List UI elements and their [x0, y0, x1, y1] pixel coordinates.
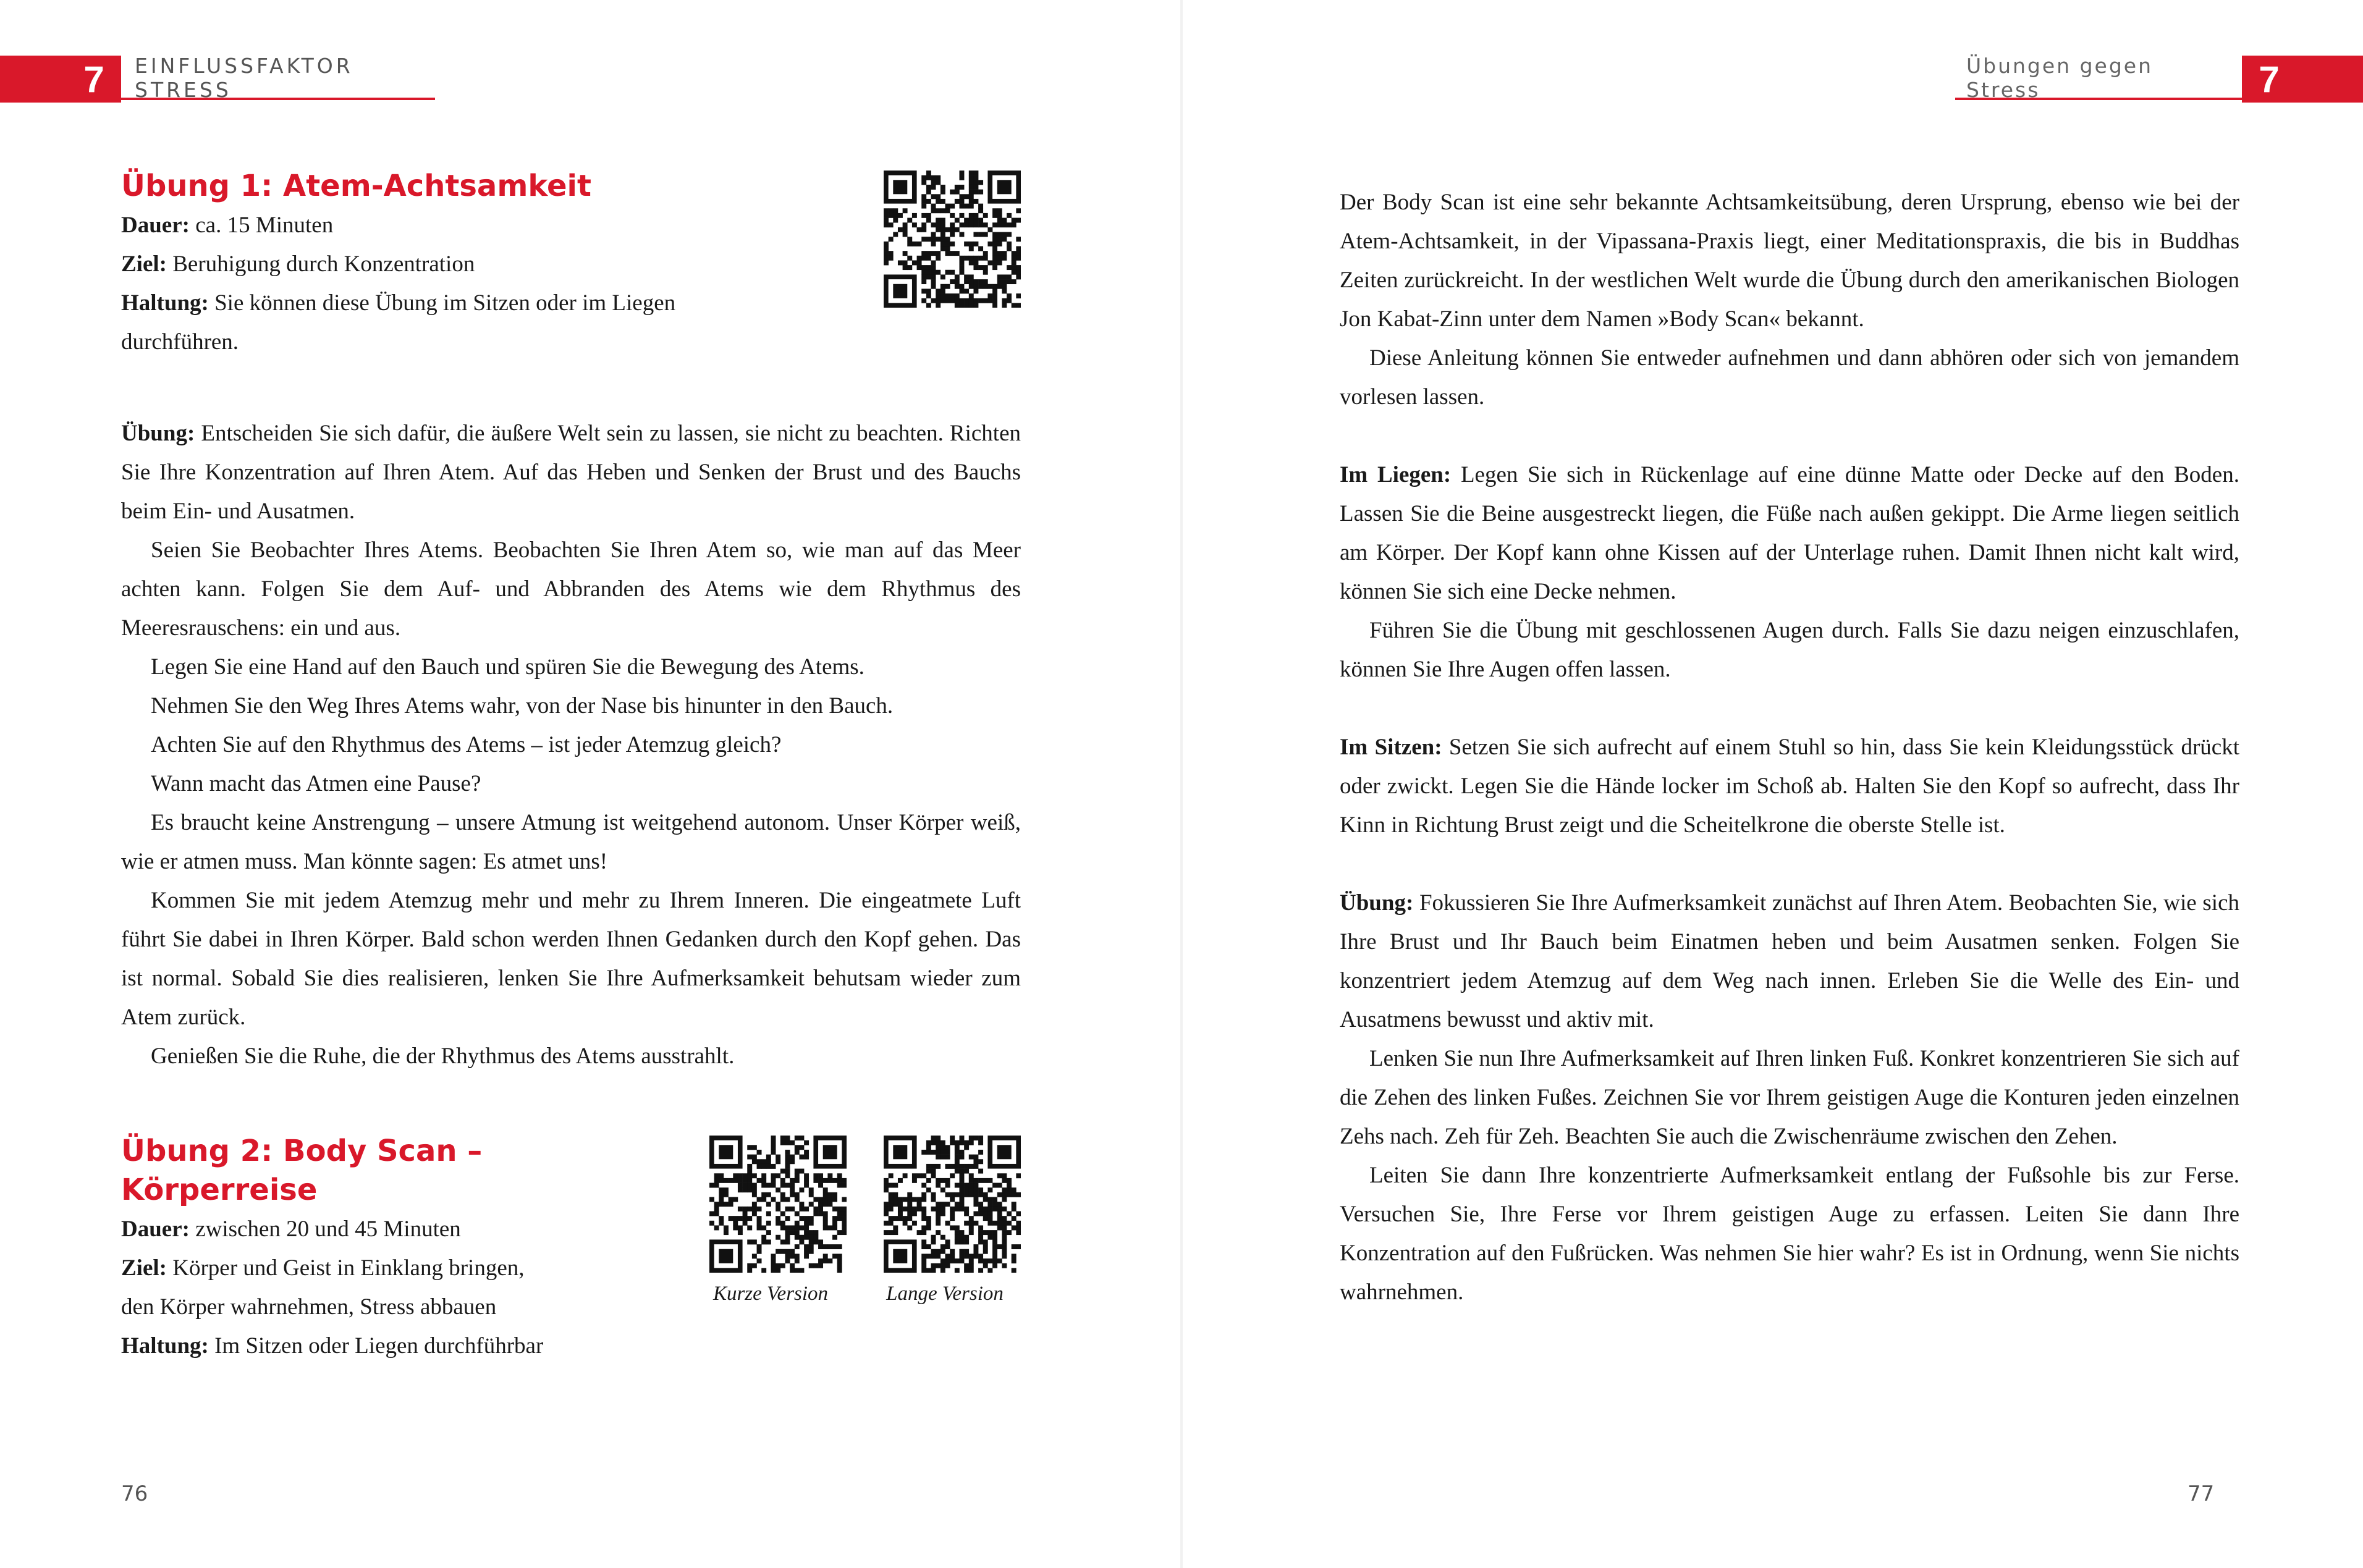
duration-label: Dauer:	[121, 213, 190, 238]
goal-value: Körper und Geist in Einklang bringen,	[166, 1255, 525, 1281]
body-paragraph: Wann macht das Atmen eine Pause?	[151, 771, 481, 796]
right-body	[1340, 183, 2239, 1312]
goal-label: Ziel:	[121, 251, 167, 277]
qr-code-short-version[interactable]	[709, 1136, 847, 1273]
exercise1-body	[121, 414, 1021, 1076]
qr-code-long-version[interactable]	[884, 1136, 1021, 1273]
exercise-label: Übung:	[1340, 890, 1414, 916]
exercise2-meta	[121, 1132, 677, 1365]
body-paragraph: Kommen Sie mit jedem Atemzug mehr und mehr zu Ihrem Inneren. Die eingeatmete Luft führt Sie dabei in Ihren Körper. Bald schon werden Ihnen Gedanken durch den Kopf gehen. Das ist normal. Sobald Sie dies realisieren, lenken Sie Ihre Aufmerksamkeit behutsam wieder zum Atem zurück.	[121, 888, 1021, 1030]
body-paragraph: Diese Anleitung können Sie entweder aufnehmen und dann abhören oder sich von jemandem vorlesen lassen.	[1340, 345, 2239, 410]
chapter-number: 7	[2259, 58, 2280, 100]
lying-label: Im Liegen:	[1340, 462, 1452, 487]
goal-value-cont: den Körper wahrnehmen, Stress abbauen	[121, 1294, 497, 1320]
duration-value: ca. 15 Minuten	[189, 213, 334, 238]
exercise-text: Fokussieren Sie Ihre Aufmerksamkeit zunächst auf Ihren Atem. Beobachten Sie, wie sich Ihre Brust und Ihr Bauch beim Einatmen heben und beim Ausatmen senken. Folgen Sie konzentriert jedem Atemzug auf dem Weg nach innen. Erleben Sie die Welle des Ein- und Ausatmens bewusst und aktiv mit.	[1340, 890, 2239, 1032]
page-number: 77	[2188, 1482, 2215, 1506]
right-page	[1182, 0, 2363, 1568]
duration-label: Dauer:	[121, 1216, 190, 1242]
exercise1-title: Übung 1: Atem-Achtsamkeit	[121, 169, 591, 203]
exercise-label: Übung:	[121, 421, 195, 446]
posture-value: Im Sitzen oder Liegen durchführbar	[208, 1333, 544, 1359]
posture-label: Haltung:	[121, 1333, 209, 1359]
body-paragraph: Führen Sie die Übung mit geschlossenen Augen durch. Falls Sie dazu neigen einzuschlafen, können Sie Ihre Augen offen lassen.	[1340, 618, 2239, 682]
qr-code-exercise1[interactable]	[884, 171, 1021, 308]
body-paragraph: Nehmen Sie den Weg Ihres Atems wahr, von der Nase bis hinunter in den Bauch.	[151, 693, 894, 719]
exercise1-meta	[121, 167, 850, 361]
posture-label: Haltung:	[121, 290, 209, 316]
running-head-rule	[2176, 58, 2242, 100]
sitting-text: Setzen Sie sich aufrecht auf einem Stuhl so hin, dass Sie kein Kleidungsstück drückt oder zwickt. Legen Sie die Hände locker im Schoß ab. Halten Sie den Kopf so aufrecht, dass Ihr Kinn in Richtung Brust zeigt und die Scheitelkrone die oberste Stelle ist.	[1340, 735, 2239, 838]
running-head: EINFLUSSFAKTOR STRESS	[121, 58, 435, 100]
goal-value: Beruhigung durch Konzentration	[166, 251, 475, 277]
body-paragraph: Lenken Sie nun Ihre Aufmerksamkeit auf Ihren linken Fuß. Konkret konzentrieren Sie sich auf die Zehen des linken Fußes. Zeichnen Sie vor Ihrem geistigen Auge die Konturen jeden einzelnen Zehs nach. Zeh für Zeh. Beachten Sie auch die Zwischenräume zwischen den Zehen.	[1340, 1046, 2239, 1149]
duration-value: zwischen 20 und 45 Minuten	[189, 1216, 461, 1242]
body-paragraph: Achten Sie auf den Rhythmus des Atems – ist jeder Atemzug gleich?	[151, 732, 782, 757]
body-paragraph: Seien Sie Beobachter Ihres Atems. Beobachten Sie Ihren Atem so, wie man auf das Meer achten kann. Folgen Sie dem Auf- und Abbranden des Atems wie dem Rhythmus des Meeresrauschens: ein und aus.	[121, 537, 1021, 641]
lying-text: Legen Sie sich in Rückenlage auf eine dünne Matte oder Decke auf den Boden. Lassen Sie die Beine ausgestreckt liegen, die Füße nach außen gekippt. Die Arme liegen seitlich am Körper. Der Kopf kann ohne Kissen auf der Unterlage ruhen. Damit Ihnen nicht kalt wird, können Sie sich eine Decke nehmen.	[1340, 462, 2239, 604]
qr-caption-short: Kurze Version	[712, 1283, 829, 1305]
body-paragraph: Leiten Sie dann Ihre konzentrierte Aufmerksamkeit entlang der Fußsohle bis zur Ferse. Versuchen Sie, Ihre Ferse vor Ihrem geistigen Auge zu erfassen. Leiten Sie dann Ihre Konzentration auf den Fußrücken. Was nehmen Sie hier wahr? Es ist in Ordnung, wenn Sie nichts wahrnehmen.	[1340, 1163, 2239, 1305]
body-paragraph: Es braucht keine Anstrengung – unsere Atmung ist weitgehend autonom. Unser Körper weiß, wie er atmen muss. Man könnte sagen: Es atmet uns!	[121, 810, 1021, 874]
body-paragraph: Legen Sie eine Hand auf den Bauch und spüren Sie die Bewegung des Atems.	[151, 654, 864, 680]
chapter-number: 7	[83, 58, 104, 100]
page-number: 76	[121, 1482, 148, 1506]
body-paragraph: Der Body Scan ist eine sehr bekannte Achtsamkeitsübung, deren Ursprung, ebenso wie bei der Atem-Achtsamkeit, in der Vipassana-Praxis liegt, einer Meditationspraxis, die bis in Buddhas Zeiten zurückreicht. In der westlichen Welt wurde die Übung durch den amerikanischen Biologen Jon Kabat-Zinn unter dem Namen »Body Scan« bekannt.	[1340, 190, 2239, 332]
running-head: Übungen gegen Stress	[1955, 58, 2176, 100]
sitting-label: Im Sitzen:	[1340, 735, 1442, 760]
goal-label: Ziel:	[121, 1255, 167, 1281]
exercise2-title: Übung 2: Body Scan – Körperreise	[121, 1134, 483, 1207]
posture-value-cont: durchführen.	[121, 329, 239, 355]
posture-value: Sie können diese Übung im Sitzen oder im Liegen	[208, 290, 676, 316]
exercise-intro: Entscheiden Sie sich dafür, die äußere Welt sein zu lassen, sie nicht zu beachten. Richten Sie Ihre Konzentration auf Ihren Atem. Auf das Heben und Senken der Brust und des Bauchs beim Ein- und Ausatmen.	[121, 421, 1021, 524]
body-paragraph: Genießen Sie die Ruhe, die der Rhythmus des Atems ausstrahlt.	[151, 1043, 735, 1069]
qr-caption-long: Lange Version	[886, 1283, 1004, 1305]
